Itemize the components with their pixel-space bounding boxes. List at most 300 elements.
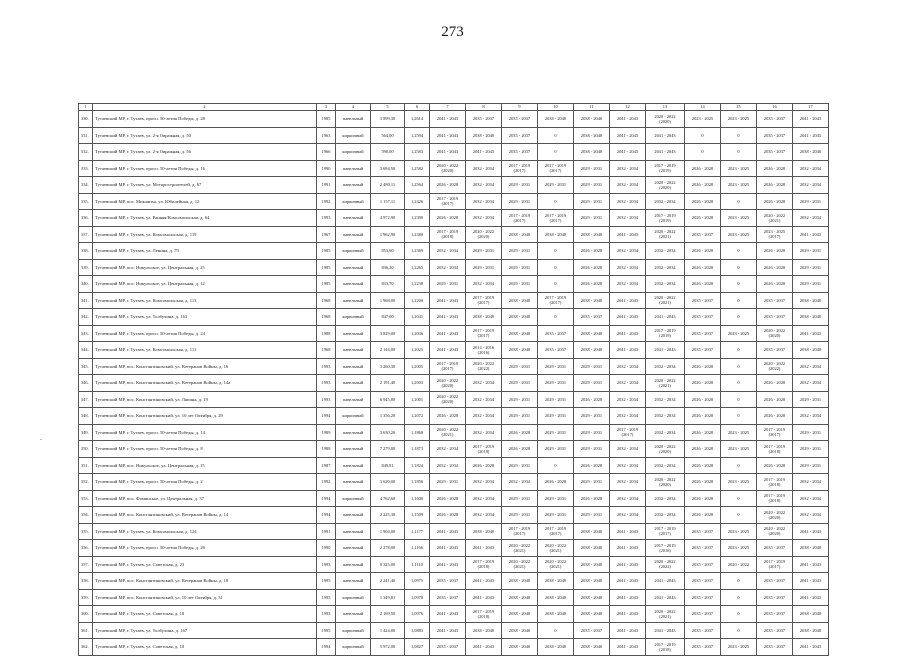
- period-actual-line: (2018): [659, 547, 671, 553]
- period-line: 2020 - 2022: [654, 295, 676, 301]
- period-line: 2017 - 2019: [654, 163, 676, 169]
- table-cell: 1994: [317, 408, 336, 425]
- row-number-cell: 338.: [79, 243, 93, 260]
- table-cell: 2041 - 2043: [646, 144, 685, 161]
- table-cell: панельный: [336, 325, 371, 342]
- table-cell: 1968: [317, 342, 336, 359]
- table-cell: 2029 - 2031: [793, 276, 829, 293]
- table-row: [79, 556, 829, 573]
- table-cell: 2038 - 2040: [574, 127, 610, 144]
- table-cell: 2041 - 2043: [430, 622, 466, 639]
- address-cell: Тутаевский МР, г. Тутаев, просп. 50-летия Победы, д. 8: [93, 441, 317, 458]
- period-line: 2020 - 2022: [436, 427, 459, 433]
- period-line: 2020 - 2022: [654, 113, 676, 119]
- table-cell: 2029 - 2031: [574, 375, 610, 392]
- table-cell: 0: [721, 622, 757, 639]
- table-cell: 2038 - 2040: [574, 226, 610, 243]
- period-line: 2017 - 2019: [616, 427, 639, 433]
- table-cell: 2038 - 2040: [538, 589, 574, 606]
- table-cell: 1995: [317, 589, 336, 606]
- address-cell: Тутаевский МР, г. Тутаев, ул. Советская, д. 18: [93, 606, 317, 623]
- table-cell: 2038 - 2040: [574, 589, 610, 606]
- period-actual-line: (2019): [659, 333, 671, 339]
- table-cell: 2041 - 2043: [793, 111, 829, 128]
- table-cell: 1,1868: [405, 424, 430, 441]
- table-cell: 2035 - 2037: [757, 127, 793, 144]
- table-cell: 2026 - 2028: [685, 408, 721, 425]
- table-cell: 2035 - 2037: [685, 540, 721, 557]
- table-cell: 2038 - 2040: [466, 622, 502, 639]
- table-cell: 2032 - 2034: [646, 424, 685, 441]
- table-cell: 3 694,50: [371, 160, 405, 177]
- period-line: 2017 - 2019: [544, 526, 567, 532]
- table-cell: 2026 - 2028: [574, 391, 610, 408]
- table-cell: 1990: [317, 540, 336, 557]
- row-number-cell: 348.: [79, 408, 93, 425]
- table-cell: [757, 358, 793, 375]
- table-row: [79, 639, 829, 656]
- column-number-cell: 3: [317, 104, 336, 111]
- table-cell: 1 904,00: [371, 523, 405, 540]
- table-cell: 2041 - 2043: [466, 639, 502, 656]
- table-cell: 2026 - 2028: [685, 243, 721, 260]
- table-cell: 1985: [317, 111, 336, 128]
- table-cell: 2029 - 2031: [502, 490, 538, 507]
- table-cell: 2032 - 2034: [646, 358, 685, 375]
- table-cell: 2041 - 2043: [610, 226, 646, 243]
- table-cell: 1968: [317, 292, 336, 309]
- table-cell: 2038 - 2040: [793, 622, 829, 639]
- table-cell: 2032 - 2034: [610, 391, 646, 408]
- table-cell: 2041 - 2043: [646, 589, 685, 606]
- table-cell: [538, 540, 574, 557]
- period-line: 2020 - 2022: [654, 179, 676, 185]
- address-cell: Тутаевский МР, пос. Никульское, ул. Центральная, д. 25: [93, 259, 317, 276]
- table-cell: 1988: [317, 441, 336, 458]
- table-row: [79, 276, 829, 293]
- table-body: [79, 104, 829, 656]
- table-cell: [502, 523, 538, 540]
- table-row: [79, 358, 829, 375]
- table-row: [79, 490, 829, 507]
- table-cell: 1 356,20: [371, 408, 405, 425]
- table-cell: 2026 - 2028: [757, 193, 793, 210]
- table-cell: 1,1177: [405, 523, 430, 540]
- address-cell: Тутаевский МР, г. Тутаев, просп. 50-летия Победы, д. 28: [93, 111, 317, 128]
- table-row: [79, 127, 829, 144]
- address-cell: Тутаевский МР, г. Тутаев, просп. 50-летия Победы, д. 14: [93, 424, 317, 441]
- table-cell: 2032 - 2034: [466, 193, 502, 210]
- period-line: 2017 - 2019: [763, 493, 786, 499]
- table-cell: 2041 - 2043: [430, 606, 466, 623]
- row-number-cell: 335.: [79, 193, 93, 210]
- address-cell: Тутаевский МР, г. Тутаев, ул. Ленина, д. 79: [93, 243, 317, 260]
- table-cell: 2029 - 2031: [574, 424, 610, 441]
- table-row: [79, 144, 829, 161]
- table-cell: 1,0975: [405, 573, 430, 590]
- table-cell: панельный: [336, 507, 371, 524]
- period-actual-line: (2017): [513, 168, 526, 174]
- table-cell: 2032 - 2034: [610, 474, 646, 491]
- period-actual-line: (2017): [441, 366, 454, 372]
- table-cell: 2035 - 2037: [685, 589, 721, 606]
- table-cell: 2041 - 2043: [793, 127, 829, 144]
- table-cell: 1,2582: [405, 160, 430, 177]
- table-row: [79, 507, 829, 524]
- table-cell: 2029 - 2031: [538, 375, 574, 392]
- table-cell: 2032 - 2034: [646, 507, 685, 524]
- table-cell: [466, 441, 502, 458]
- table-cell: 2035 - 2037: [685, 226, 721, 243]
- table-cell: 2032 - 2034: [430, 441, 466, 458]
- table-cell: 2032 - 2034: [610, 358, 646, 375]
- table-cell: 2038 - 2040: [538, 111, 574, 128]
- table-cell: 2035 - 2037: [757, 606, 793, 623]
- period-line: 2020 - 2022: [763, 361, 786, 367]
- table-cell: 2026 - 2028: [685, 375, 721, 392]
- address-cell: Тутаевский МР, г. Тутаев, ул. Комсомольская, д. 111: [93, 342, 317, 359]
- table-cell: панельный: [336, 424, 371, 441]
- period-line: 2020 - 2022: [654, 377, 676, 383]
- table-row: [79, 375, 829, 392]
- period-actual-line: (2017): [549, 300, 562, 306]
- table-cell: кирпичный: [336, 490, 371, 507]
- table-cell: 1,2003: [405, 375, 430, 392]
- table-cell: 2035 - 2037: [430, 589, 466, 606]
- row-number-cell: 336.: [79, 210, 93, 227]
- period-line: 2017 - 2019: [763, 559, 786, 565]
- period-actual-line: (2018): [768, 448, 781, 454]
- table-cell: 2029 - 2031: [538, 177, 574, 194]
- table-cell: 2035 - 2037: [757, 573, 793, 590]
- table-cell: панельный: [336, 375, 371, 392]
- period-actual-line: (2021): [549, 564, 562, 570]
- column-number-cell: 12: [610, 104, 646, 111]
- table-cell: [757, 507, 793, 524]
- table-cell: 2026 - 2028: [685, 490, 721, 507]
- table-cell: кирпичный: [336, 408, 371, 425]
- period-line: 2020 - 2022: [654, 443, 676, 449]
- table-cell: [646, 441, 685, 458]
- table-row: [79, 391, 829, 408]
- table-cell: 2032 - 2034: [793, 408, 829, 425]
- table-cell: 2029 - 2031: [502, 193, 538, 210]
- period-actual-line: (2022): [477, 366, 490, 372]
- table-cell: 1968: [317, 309, 336, 326]
- table-cell: 2035 - 2037: [685, 523, 721, 540]
- table-cell: 2023 - 2025: [721, 639, 757, 656]
- table-cell: 2041 - 2043: [793, 589, 829, 606]
- period-actual-line: (2020): [659, 448, 671, 454]
- column-number-cell: 7: [430, 104, 466, 111]
- address-cell: Тутаевский МР, пос. Константиновский, ул. Ветеранов Войны, д. 18: [93, 573, 317, 590]
- table-cell: [466, 556, 502, 573]
- table-cell: 2041 - 2043: [646, 622, 685, 639]
- table-cell: 2035 - 2037: [574, 622, 610, 639]
- table-cell: 2035 - 2037: [757, 622, 793, 639]
- table-row: [79, 309, 829, 326]
- table-cell: 2026 - 2028: [502, 441, 538, 458]
- table-cell: 1,2564: [405, 177, 430, 194]
- table-cell: [646, 556, 685, 573]
- address-cell: Тутаевский МР, г. Тутаев, ул. Комсомольская, д. 113: [93, 292, 317, 309]
- table-cell: [538, 556, 574, 573]
- table-cell: 2032 - 2034: [610, 375, 646, 392]
- table-cell: 2035 - 2037: [757, 540, 793, 557]
- table-row: [79, 573, 829, 590]
- table-cell: [646, 177, 685, 194]
- table-cell: 2038 - 2040: [502, 325, 538, 342]
- table-cell: 2029 - 2031: [793, 457, 829, 474]
- table-cell: 1,0883: [405, 622, 430, 639]
- table-cell: 0: [538, 259, 574, 276]
- row-number-cell: 346.: [79, 375, 93, 392]
- table-cell: 1,2390: [405, 210, 430, 227]
- table-cell: 590,00: [371, 144, 405, 161]
- table-cell: панельный: [336, 573, 371, 590]
- table-cell: 2026 - 2028: [502, 424, 538, 441]
- period-actual-line: (2018): [768, 498, 781, 504]
- row-number-cell: 351.: [79, 457, 93, 474]
- address-cell: Тутаевский МР, г. Тутаев, просп. 50-летия Победы, д. 26: [93, 540, 317, 557]
- table-cell: 2032 - 2034: [646, 259, 685, 276]
- address-cell: Тутаевский МР, г. Тутаев, ул. 2-я Овражная, д. 50: [93, 127, 317, 144]
- table-cell: кирпичный: [336, 639, 371, 656]
- table-cell: 2023 - 2025: [721, 325, 757, 342]
- table-cell: 2035 - 2037: [502, 127, 538, 144]
- table-cell: 0: [721, 243, 757, 260]
- period-actual-line: (2018): [659, 646, 671, 652]
- period-actual-line: (2018): [477, 448, 490, 454]
- table-cell: 1,2583: [405, 144, 430, 161]
- table-cell: 2041 - 2043: [430, 309, 466, 326]
- table-cell: 2038 - 2040: [466, 309, 502, 326]
- table-cell: 2035 - 2037: [685, 309, 721, 326]
- table-cell: [646, 226, 685, 243]
- table-cell: 1,1509: [405, 507, 430, 524]
- table-row: [79, 243, 829, 260]
- table-cell: [646, 325, 685, 342]
- table-cell: 1,1166: [405, 540, 430, 557]
- table-cell: 1,0978: [405, 589, 430, 606]
- table-cell: 1 962,90: [371, 226, 405, 243]
- table-cell: 2029 - 2031: [538, 391, 574, 408]
- table-cell: 2023 - 2025: [721, 540, 757, 557]
- table-cell: 2029 - 2031: [466, 259, 502, 276]
- table-cell: 0: [538, 127, 574, 144]
- table-cell: 2026 - 2028: [685, 474, 721, 491]
- period-line: 2017 - 2019: [472, 608, 495, 614]
- table-cell: [757, 210, 793, 227]
- table-cell: панельный: [336, 457, 371, 474]
- table-cell: 2029 - 2031: [574, 358, 610, 375]
- address-cell: Тутаевский МР, пос. Константиновский, ул. Ляпина, д. 19: [93, 391, 317, 408]
- period-line: 2017 - 2019: [508, 526, 531, 532]
- table-cell: 2026 - 2028: [685, 441, 721, 458]
- address-cell: Тутаевский МР, пос. Константиновский, ул. Ветеранов Войны, д. 16: [93, 358, 317, 375]
- address-cell: Тутаевский МР, пос. Константиновский, ул. 10 лет Октября, д. 29: [93, 408, 317, 425]
- row-number-cell: 360.: [79, 606, 93, 623]
- table-cell: 2041 - 2043: [430, 540, 466, 557]
- period-line: 2017 - 2019: [544, 295, 567, 301]
- table-cell: [646, 210, 685, 227]
- table-cell: 1,2380: [405, 226, 430, 243]
- table-cell: 0: [721, 259, 757, 276]
- period-actual-line: (2019): [659, 217, 671, 223]
- table-cell: 2026 - 2028: [757, 243, 793, 260]
- table-cell: 2026 - 2028: [685, 177, 721, 194]
- period-line: 2023 - 2025: [763, 229, 786, 235]
- table-cell: 2035 - 2037: [757, 342, 793, 359]
- table-cell: панельный: [336, 292, 371, 309]
- table-row: [79, 424, 829, 441]
- period-actual-line: (2017): [477, 333, 490, 339]
- table-cell: [646, 292, 685, 309]
- table-cell: 2035 - 2037: [757, 589, 793, 606]
- table-cell: 1,1824: [405, 457, 430, 474]
- table-cell: [466, 342, 502, 359]
- table-cell: 2026 - 2028: [574, 457, 610, 474]
- table-cell: 1993: [317, 358, 336, 375]
- table-cell: 2041 - 2043: [793, 325, 829, 342]
- table-cell: панельный: [336, 177, 371, 194]
- table-cell: 2029 - 2031: [574, 160, 610, 177]
- table-cell: [646, 606, 685, 623]
- table-cell: [646, 160, 685, 177]
- row-number-cell: 331.: [79, 127, 93, 144]
- table-cell: 2041 - 2043: [430, 127, 466, 144]
- table-cell: [502, 210, 538, 227]
- table-cell: 2038 - 2040: [793, 144, 829, 161]
- row-number-cell: 357.: [79, 556, 93, 573]
- table-cell: 7 279,80: [371, 441, 405, 458]
- table-cell: 1,1110: [405, 556, 430, 573]
- column-number-cell: 10: [538, 104, 574, 111]
- row-number-cell: 361.: [79, 622, 93, 639]
- table-cell: кирпичный: [336, 127, 371, 144]
- period-actual-line: (2017): [768, 234, 781, 240]
- table-cell: 2032 - 2034: [610, 507, 646, 524]
- table-cell: 2035 - 2037: [685, 622, 721, 639]
- period-actual-line: (2019): [659, 168, 671, 174]
- table-cell: [430, 391, 466, 408]
- period-actual-line: (2017): [549, 531, 562, 537]
- row-number-cell: 350.: [79, 441, 93, 458]
- table-cell: 0: [538, 276, 574, 293]
- table-cell: 2032 - 2034: [466, 490, 502, 507]
- row-number-cell: 358.: [79, 573, 93, 590]
- period-line: 2017 - 2019: [544, 212, 567, 218]
- table-cell: 0: [721, 144, 757, 161]
- row-number-cell: 332.: [79, 144, 93, 161]
- housing-table-sheet: [78, 103, 824, 656]
- table-cell: 1985: [317, 243, 336, 260]
- table-cell: 0: [685, 127, 721, 144]
- table-cell: 2041 - 2043: [610, 639, 646, 656]
- period-actual-line: (2021): [513, 564, 526, 570]
- table-cell: 1,0976: [405, 606, 430, 623]
- table-cell: 2029 - 2031: [502, 507, 538, 524]
- table-cell: 1995: [317, 622, 336, 639]
- table-cell: 1992: [317, 474, 336, 491]
- table-cell: 0: [538, 144, 574, 161]
- table-cell: 2029 - 2031: [502, 276, 538, 293]
- address-cell: Тутаевский МР, г. Тутаев, ул. Комсомольская, д. 124: [93, 523, 317, 540]
- table-cell: 2038 - 2040: [502, 622, 538, 639]
- period-line: 2020 - 2022: [654, 608, 676, 614]
- column-number-cell: 14: [685, 104, 721, 111]
- table-cell: 2032 - 2034: [610, 408, 646, 425]
- table-cell: 2035 - 2037: [430, 639, 466, 656]
- period-line: 2017 - 2019: [654, 641, 676, 647]
- table-cell: 2041 - 2043: [466, 573, 502, 590]
- period-line: 2017 - 2019: [436, 196, 459, 202]
- table-cell: 0: [538, 193, 574, 210]
- table-cell: 1,2041: [405, 309, 430, 326]
- table-cell: 1989: [317, 424, 336, 441]
- table-cell: 2032 - 2034: [793, 177, 829, 194]
- table-cell: 0: [721, 193, 757, 210]
- table-cell: 2029 - 2031: [538, 358, 574, 375]
- table-cell: 2020 - 2022: [721, 556, 757, 573]
- table-cell: 2032 - 2034: [646, 391, 685, 408]
- table-row: [79, 160, 829, 177]
- table-cell: 2032 - 2034: [610, 276, 646, 293]
- table-cell: 1,2025: [405, 342, 430, 359]
- column-number-cell: 11: [574, 104, 610, 111]
- table-cell: 2032 - 2034: [466, 474, 502, 491]
- table-cell: 2038 - 2040: [466, 523, 502, 540]
- table-cell: кирпичный: [336, 622, 371, 639]
- table-cell: 2 480,11: [371, 177, 405, 194]
- table-cell: 0: [721, 507, 757, 524]
- table-cell: 2032 - 2034: [610, 210, 646, 227]
- address-cell: Тутаевский МР, г. Тутаев, ул. 2-я Овражная, д. 56: [93, 144, 317, 161]
- period-actual-line: (2017): [549, 217, 562, 223]
- table-cell: 2038 - 2040: [574, 342, 610, 359]
- table-cell: 2041 - 2043: [793, 226, 829, 243]
- table-cell: 2038 - 2040: [502, 292, 538, 309]
- table-row: [79, 325, 829, 342]
- address-cell: Тутаевский МР, г. Тутаев, просп. 50-летия Победы, д. 24: [93, 325, 317, 342]
- period-actual-line: (2017): [768, 432, 781, 438]
- table-cell: 836,20: [371, 259, 405, 276]
- period-line: 2020 - 2022: [472, 229, 495, 235]
- table-cell: 2035 - 2037: [538, 325, 574, 342]
- table-cell: панельный: [336, 523, 371, 540]
- table-cell: 2035 - 2037: [685, 639, 721, 656]
- table-cell: 1,2426: [405, 193, 430, 210]
- period-actual-line: (2017): [477, 300, 490, 306]
- table-cell: 2026 - 2028: [757, 408, 793, 425]
- period-line: 2017 - 2019: [654, 212, 676, 218]
- table-cell: 2032 - 2034: [610, 457, 646, 474]
- table-cell: 2026 - 2028: [685, 210, 721, 227]
- table-cell: 3 829,00: [371, 325, 405, 342]
- table-cell: [502, 540, 538, 557]
- table-cell: панельный: [336, 111, 371, 128]
- table-cell: 2032 - 2034: [466, 276, 502, 293]
- period-actual-line: (2021): [659, 234, 671, 240]
- table-cell: 2029 - 2031: [574, 507, 610, 524]
- table-cell: 2026 - 2028: [430, 210, 466, 227]
- table-cell: 1988: [317, 325, 336, 342]
- period-actual-line: (2020): [768, 531, 781, 537]
- table-cell: 2032 - 2034: [610, 193, 646, 210]
- table-cell: 2032 - 2034: [793, 490, 829, 507]
- table-cell: 2041 - 2043: [610, 606, 646, 623]
- table-cell: 3 630,20: [371, 424, 405, 441]
